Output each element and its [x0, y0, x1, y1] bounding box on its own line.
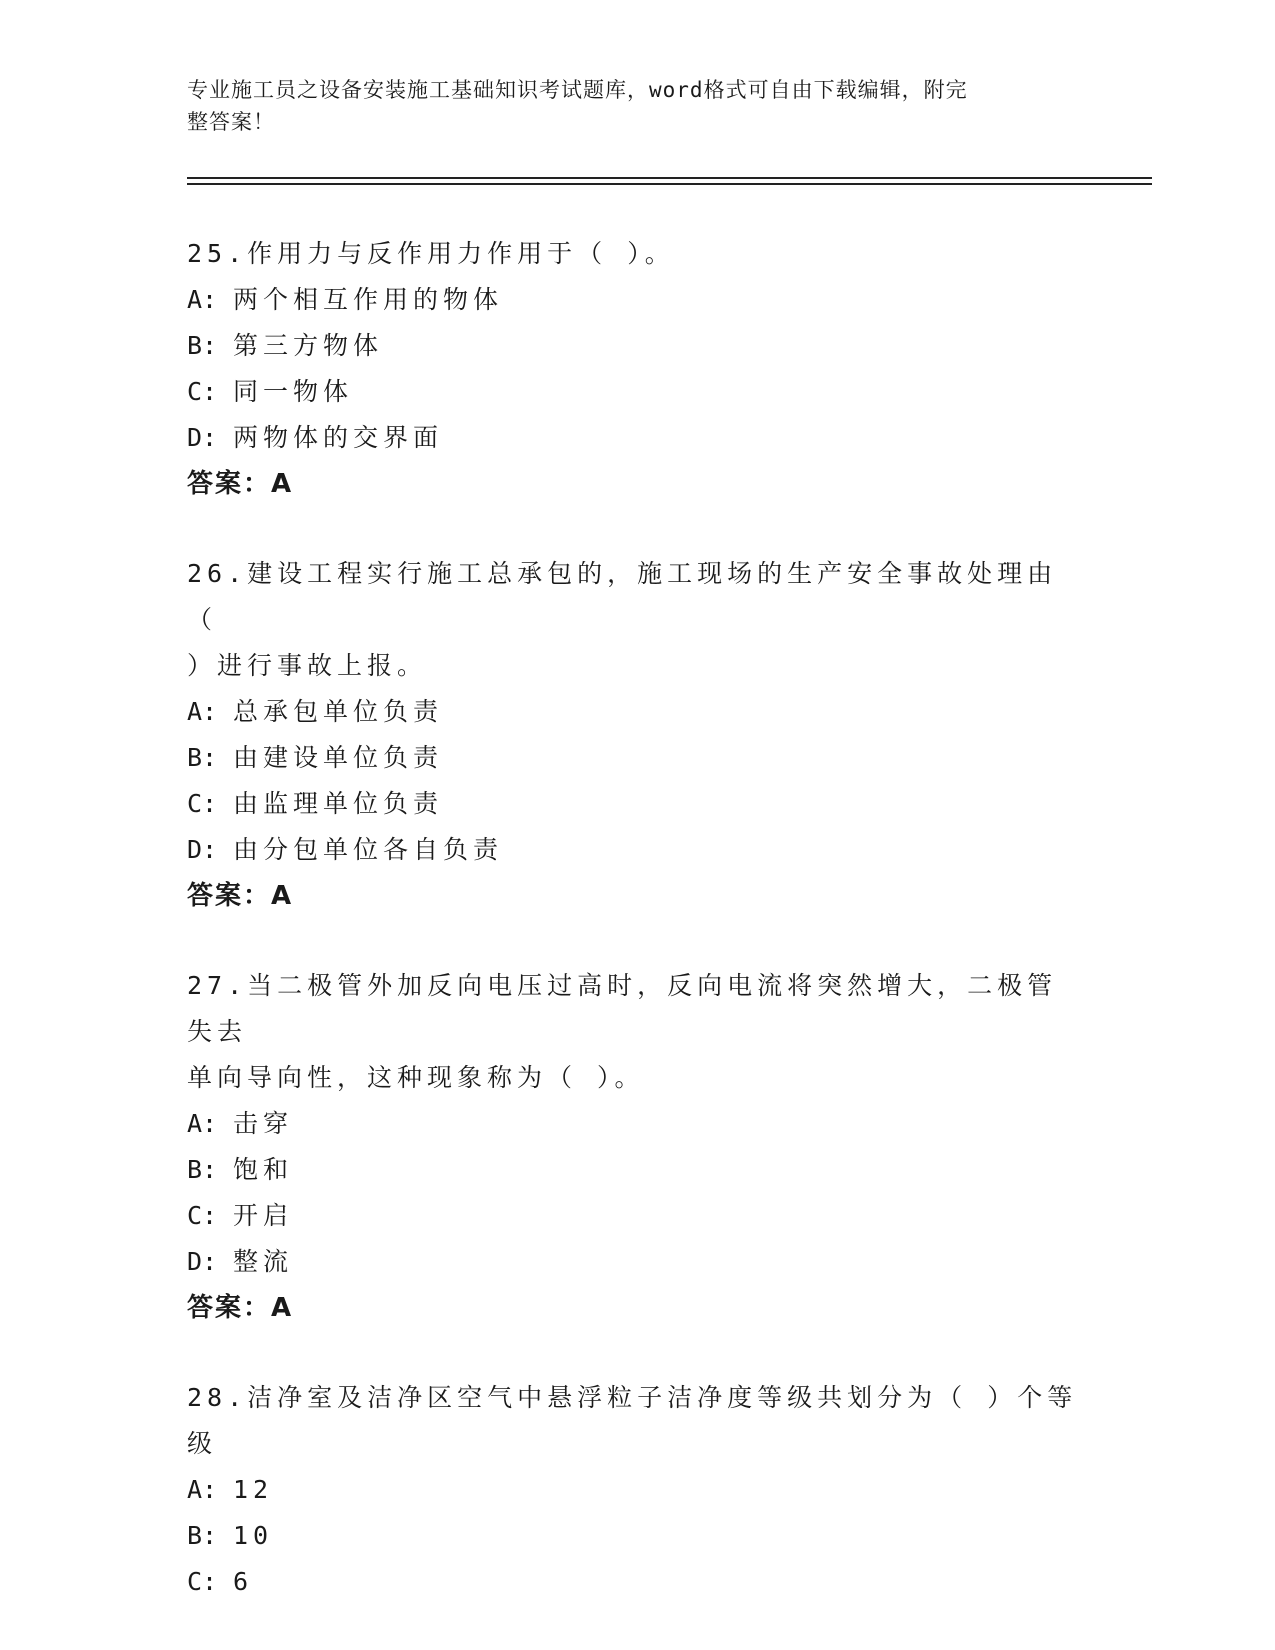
option-a [187, 689, 1087, 735]
option-letter: A: [187, 285, 218, 314]
question-list [187, 231, 1087, 1649]
option-letter: A: [187, 1475, 218, 1504]
option-text: 同一物体 [233, 377, 354, 406]
option-letter: D: [187, 835, 218, 864]
option-b [187, 1513, 1087, 1559]
header-line-2: 整答案！ [187, 110, 275, 134]
option-text: 两个相互作用的物体 [233, 285, 504, 314]
option-c [187, 369, 1087, 415]
option-text: 10 [233, 1521, 274, 1550]
option-letter: B: [187, 1521, 218, 1550]
option-text: 整流 [233, 1247, 294, 1276]
option-c [187, 1559, 1087, 1605]
option-letter: C: [187, 1201, 218, 1230]
option-text: 总承包单位负责 [233, 697, 444, 726]
option-c [187, 781, 1087, 827]
question-25 [187, 231, 1087, 507]
option-a [187, 1467, 1087, 1513]
question-stem-line-2: ）进行事故上报。 [187, 651, 428, 680]
option-letter: A: [187, 1109, 218, 1138]
document-header [187, 74, 1067, 138]
option-letter: A: [187, 697, 218, 726]
option-a [187, 1101, 1087, 1147]
option-b [187, 735, 1087, 781]
question-stem-line-1: 27.当二极管外加反向电压过高时，反向电流将突然增大，二极管失去 [187, 971, 1058, 1046]
option-text: 由分包单位各自负责 [233, 835, 504, 864]
question-26 [187, 551, 1087, 919]
option-a [187, 277, 1087, 323]
question-stem-line-1: 26.建设工程实行施工总承包的，施工现场的生产安全事故处理由（ [187, 559, 1058, 634]
option-text: 由建设单位负责 [233, 743, 444, 772]
question-28 [187, 1375, 1087, 1605]
question-stem-line-2: 单向导向性，这种现象称为（ ）。 [187, 1063, 645, 1092]
header-line-1: 专业施工员之设备安装施工基础知识考试题库，word格式可自由下载编辑，附完 [187, 78, 968, 102]
option-text: 6 [233, 1567, 254, 1596]
answer-label: 答案：A [187, 469, 294, 499]
option-letter: D: [187, 423, 218, 452]
answer-label: 答案：A [187, 881, 294, 911]
option-c [187, 1193, 1087, 1239]
option-letter: C: [187, 789, 218, 818]
option-letter: B: [187, 331, 218, 360]
option-letter: C: [187, 1567, 218, 1596]
option-d [187, 827, 1087, 873]
question-stem: 28.洁净室及洁净区空气中悬浮粒子洁净度等级共划分为（ ）个等级 [187, 1383, 1078, 1458]
option-text: 12 [233, 1475, 274, 1504]
question-stem: 25.作用力与反作用力作用于（ ）。 [187, 239, 675, 268]
option-d [187, 415, 1087, 461]
option-text: 开启 [233, 1201, 294, 1230]
header-divider-bottom [187, 183, 1152, 185]
answer-label: 答案：A [187, 1293, 294, 1323]
option-b [187, 323, 1087, 369]
option-letter: B: [187, 743, 218, 772]
option-b [187, 1147, 1087, 1193]
option-letter: C: [187, 377, 218, 406]
option-text: 两物体的交界面 [233, 423, 444, 452]
question-27 [187, 963, 1087, 1331]
option-d [187, 1239, 1087, 1285]
option-text: 由监理单位负责 [233, 789, 444, 818]
option-letter: D: [187, 1247, 218, 1276]
option-text: 饱和 [233, 1155, 294, 1184]
option-letter: B: [187, 1155, 218, 1184]
header-divider-top [187, 177, 1152, 179]
option-text: 第三方物体 [233, 331, 384, 360]
option-text: 击穿 [233, 1109, 294, 1138]
